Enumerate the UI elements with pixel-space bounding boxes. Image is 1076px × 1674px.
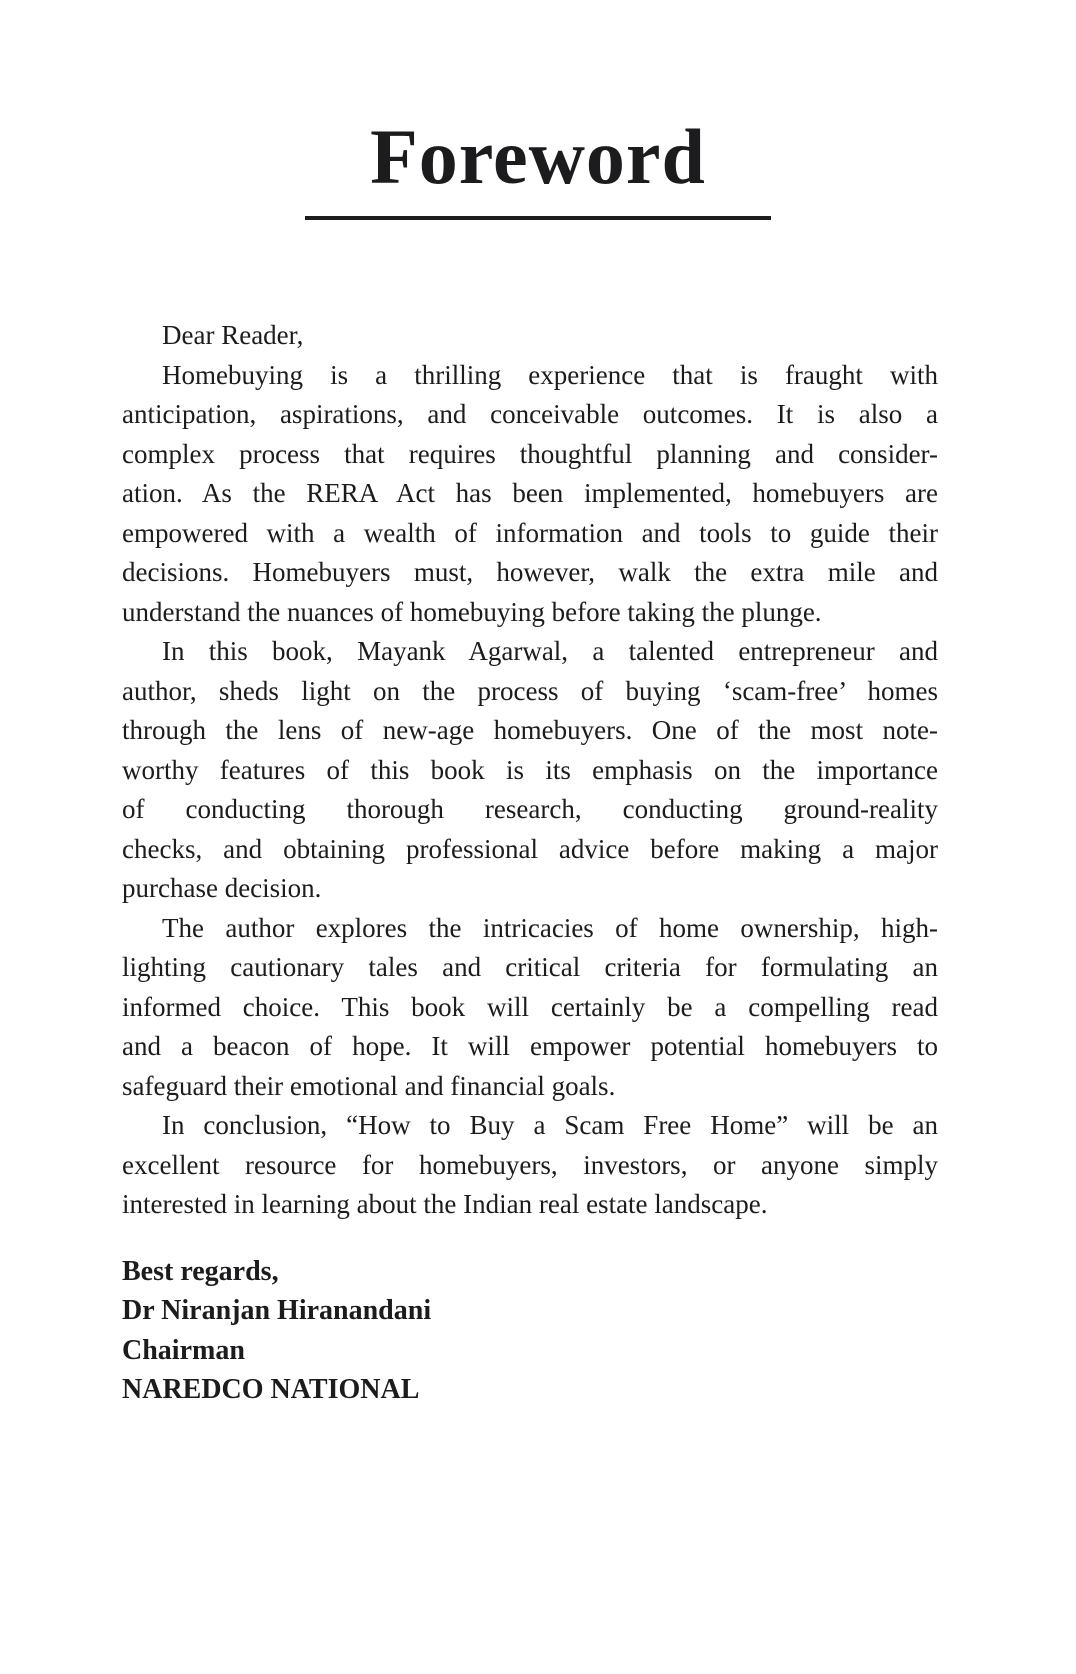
signature-closing: Best regards, bbox=[122, 1255, 279, 1287]
paragraph bbox=[122, 632, 938, 909]
paragraph bbox=[122, 1106, 938, 1225]
text-line: In conclusion, “How to Buy a Scam Free Home” will be an bbox=[162, 1110, 938, 1140]
paragraphs bbox=[122, 316, 938, 1225]
paragraph bbox=[122, 909, 938, 1107]
signature-organization: NAREDCO NATIONAL bbox=[122, 1374, 420, 1405]
text-line: purchase decision. bbox=[122, 873, 322, 903]
title-underline bbox=[305, 216, 771, 220]
text-line: through the lens of new-age homebuyers. One of the most note- bbox=[122, 715, 938, 745]
signature-name: Dr Niranjan Hiranandani bbox=[122, 1295, 432, 1326]
foreword-body bbox=[122, 316, 938, 1410]
text-line: The author explores the intricacies of home ownership, high- bbox=[162, 912, 938, 943]
text-line: and a beacon of hope. It will empower potential homebuyers to bbox=[122, 1031, 938, 1061]
paragraph bbox=[122, 356, 938, 633]
text-line: Dear Reader, bbox=[162, 320, 304, 350]
text-line: complex process that requires thoughtful planning and consider- bbox=[122, 438, 938, 469]
text-line: anticipation, aspirations, and conceivable outcomes. It is also a bbox=[122, 399, 938, 429]
text-line: excellent resource for homebuyers, investors, or anyone simply bbox=[122, 1149, 938, 1180]
signature-block bbox=[122, 1252, 938, 1410]
text-line: worthy features of this book is its emphasis on the importance bbox=[122, 754, 938, 785]
text-line: understand the nuances of homebuying before taking the plunge. bbox=[122, 596, 822, 627]
paragraph bbox=[122, 316, 938, 356]
text-line: author, sheds light on the process of buying ‘scam-free’ homes bbox=[122, 675, 938, 706]
chapter-header bbox=[0, 113, 1076, 220]
text-line: lighting cautionary tales and critical criteria for formulating an bbox=[122, 952, 938, 982]
text-line: of conducting thorough research, conducting ground-reality bbox=[122, 794, 938, 824]
signature-title: Chairman bbox=[122, 1334, 245, 1366]
text-line: In this book, Mayank Agarwal, a talented entrepreneur and bbox=[162, 636, 938, 666]
text-line: ation. As the RERA Act has been implemented, homebuyers are bbox=[122, 478, 938, 508]
text-line: empowered with a wealth of information and tools to guide their bbox=[122, 517, 938, 548]
text-line: decisions. Homebuyers must, however, walk the extra mile and bbox=[122, 557, 938, 587]
text-line: Homebuying is a thrilling experience that is fraught with bbox=[162, 359, 938, 390]
text-line: informed choice. This book will certainly be a compelling read bbox=[122, 991, 938, 1022]
text-line: safeguard their emotional and financial goals. bbox=[122, 1070, 616, 1101]
page-title: Foreword bbox=[370, 113, 706, 200]
text-line: interested in learning about the Indian real estate landscape. bbox=[122, 1189, 768, 1219]
text-line: checks, and obtaining professional advice before making a major bbox=[122, 833, 938, 864]
